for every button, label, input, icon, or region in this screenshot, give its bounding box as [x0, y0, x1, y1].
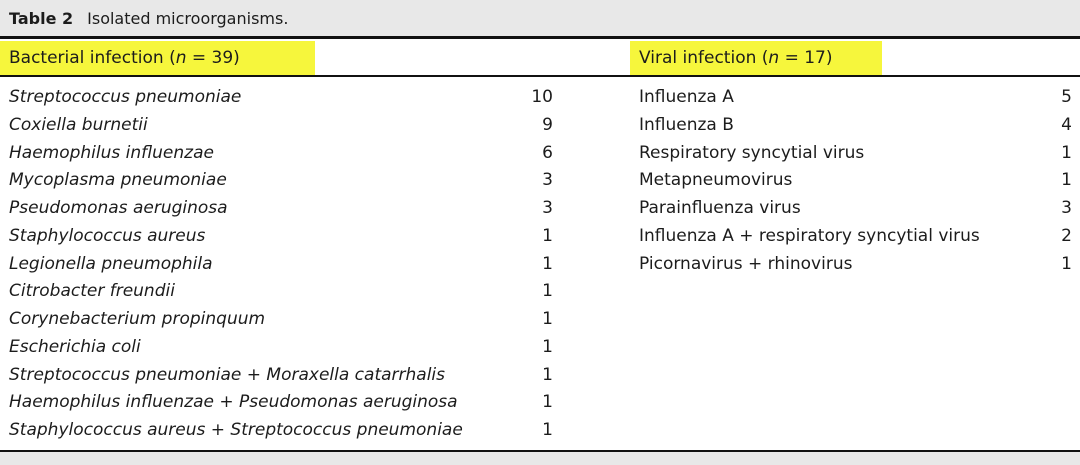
table-row [0, 83, 1080, 111]
isolate-count: 4 [1061, 114, 1072, 135]
organism-name: Metapneumovirus [639, 170, 793, 191]
isolate-count: 1 [542, 364, 553, 385]
organism-name: Streptococcus pneumoniae [9, 87, 242, 107]
organism-name: Mycoplasma pneumoniae [9, 170, 227, 191]
organism-name: Coxiella burnetii [9, 114, 148, 135]
isolate-count: 1 [1061, 170, 1072, 191]
isolate-count: 1 [542, 253, 553, 274]
organism-name: Influenza B [639, 114, 734, 135]
organism-name: Escherichia coli [9, 336, 141, 357]
organism-name: Haemophilus influenzae + Pseudomonas aeruginosa [9, 392, 458, 413]
isolate-count: 1 [542, 309, 553, 329]
isolate-count: 1 [542, 225, 553, 246]
table-label: Table 2 [9, 9, 74, 28]
organism-name: Staphylococcus aureus + Streptococcus pneumoniae [9, 420, 463, 440]
table-row [0, 388, 1080, 416]
organism-name: Corynebacterium propinquum [9, 309, 266, 329]
viral-header-suffix: = 17) [779, 48, 833, 68]
table-row [0, 416, 1080, 444]
table-caption [9, 9, 288, 29]
viral-header-prefix: Viral infection ( [639, 48, 769, 68]
organism-name: Legionella pneumophila [9, 253, 213, 274]
isolate-count: 1 [542, 392, 553, 413]
isolate-count: 10 [531, 87, 553, 107]
organism-name: Staphylococcus aureus [9, 225, 206, 246]
isolate-count: 3 [542, 198, 553, 218]
bottom-band [0, 452, 1080, 465]
organism-name: Citrobacter freundii [9, 281, 175, 302]
organism-name: Respiratory syncytial virus [639, 142, 865, 163]
isolate-count: 1 [1061, 142, 1072, 163]
organism-name: Pseudomonas aeruginosa [9, 198, 228, 218]
viral-header [630, 41, 882, 75]
bacterial-header-n: n [175, 48, 187, 68]
organism-name: Streptococcus pneumoniae + Moraxella catarrhalis [9, 364, 446, 385]
organism-name: Influenza A [639, 87, 734, 107]
table-row [0, 361, 1080, 389]
organism-name: Parainfluenza virus [639, 198, 801, 218]
isolate-count: 9 [542, 114, 553, 135]
isolate-count: 3 [542, 170, 553, 191]
top-rule [0, 36, 1080, 39]
isolate-count: 1 [542, 336, 553, 357]
isolate-count: 3 [1061, 198, 1072, 218]
table-row [0, 166, 1080, 194]
bacterial-header-prefix: Bacterial infection ( [9, 48, 176, 68]
table-row [0, 333, 1080, 361]
organism-name: Picornavirus + rhinovirus [639, 253, 853, 274]
isolate-count: 5 [1061, 87, 1072, 107]
header-rule [0, 75, 1080, 77]
table-row [0, 194, 1080, 222]
table-row [0, 111, 1080, 139]
organism-name: Haemophilus influenzae [9, 142, 214, 163]
isolate-count: 1 [1061, 253, 1072, 274]
table-title: Isolated microorganisms. [87, 9, 289, 28]
table-row [0, 305, 1080, 333]
table-row [0, 222, 1080, 250]
table-row [0, 139, 1080, 167]
isolate-count: 1 [542, 281, 553, 302]
viral-header-n: n [768, 48, 780, 68]
table-row [0, 277, 1080, 305]
bacterial-header [0, 41, 315, 75]
isolate-count: 2 [1061, 225, 1072, 246]
table-row [0, 250, 1080, 278]
isolate-count: 1 [542, 420, 553, 440]
isolate-count: 6 [542, 142, 553, 163]
organism-name: Influenza A + respiratory syncytial virus [639, 225, 980, 246]
bacterial-header-suffix: = 39) [186, 48, 240, 68]
